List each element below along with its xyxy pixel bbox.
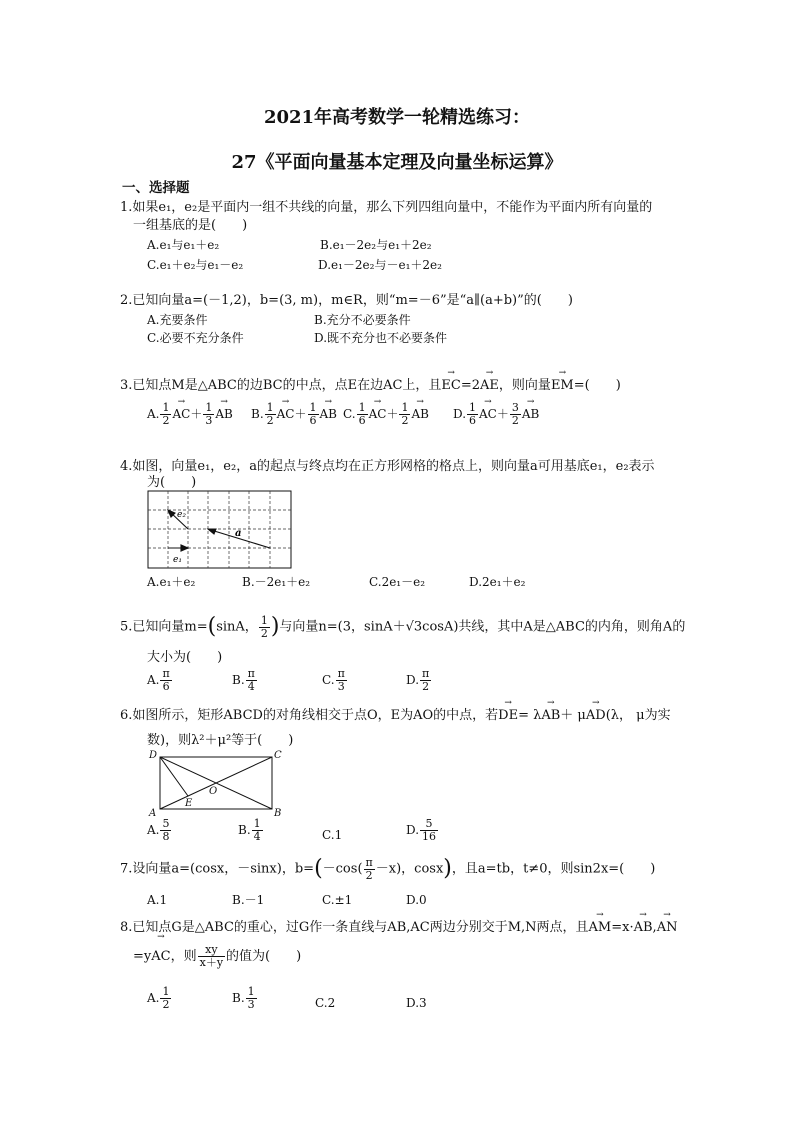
q7-stem [120,854,655,885]
denominator: 2 [162,414,170,427]
paren-left: ( [207,614,217,639]
q8-option-c: C.2 [315,996,336,1010]
fraction [246,986,257,1011]
q2-option-d: D.既不充分也不必要条件 [314,331,448,345]
grid-lines [148,491,291,568]
label-d: D [149,750,158,761]
option-label: A. [147,823,160,837]
q2-option-b: B.充分不必要条件 [314,313,411,327]
numerator: 1 [260,613,268,627]
fraction [420,668,431,693]
vector-ac: → AC [277,407,295,422]
vector-ab: → AB [541,708,560,724]
q1-option-b: B.e₁－2e₂与e₁＋2e₂ [320,238,432,252]
section-heading: 一、选择题 [122,180,190,196]
q6-option-a [147,818,172,843]
fraction [399,402,410,427]
q7-option-c: C.±1 [322,893,353,907]
q1-option-d: D.e₁－2e₂与－e₁＋2e₂ [318,258,442,272]
operator: ＋ [190,407,203,421]
q5-option-d [406,668,432,693]
q1-option-c: C.e₁＋e₂与e₁－e₂ [147,258,244,272]
denominator: 3 [205,414,213,427]
a-arrowhead [208,529,216,534]
option-label: A. [147,407,160,421]
paren-small-left: ( [357,861,363,877]
paren-left: ( [314,856,323,881]
sqrt-3: √3 [405,619,423,635]
q7-cos: －cos [322,861,358,877]
q3-stem-text3: =( ) [573,378,621,393]
q5-text: 5.已知向量m= [120,619,208,635]
denominator: 16 [422,830,437,843]
q4-option-a: A.e₁＋e₂ [147,575,196,589]
vector-ac: → AC [479,407,497,422]
denominator: 6 [358,414,366,427]
denominator: 2 [365,868,373,882]
denominator: 2 [511,414,519,427]
label-b: B [274,808,282,819]
q6-stem-line1 [120,708,671,724]
denominator: 6 [469,414,477,427]
option-label: B. [251,407,264,421]
option-label: A. [147,673,160,687]
numerator: 1 [469,401,477,414]
q7-text2: ，且a=tb，t≠0，则sin2x=( ) [451,861,656,877]
q8-text2: ，则 [170,949,197,964]
denominator: 6 [309,414,317,427]
fraction [357,402,368,427]
q4-option-d: D.2e₁＋e₂ [469,575,526,589]
q8-stem-line2 [133,942,301,972]
fraction [265,402,276,427]
q5-text3: cosA)共线，其中A是△ABC的内角，则角A的 [422,619,686,635]
numerator: π [422,667,430,680]
q5-stem-line2: 大小为( ) [147,650,223,665]
q8-option-b [232,986,258,1011]
paren-right: ) [270,614,280,639]
q4-grid-figure [147,490,293,570]
fraction [467,402,478,427]
vector-ab: → AB [320,407,337,422]
q8-option-d: D.3 [406,996,427,1010]
q8-comma: , [652,920,657,935]
numerator: 1 [401,401,409,414]
e1-arrowhead [181,545,188,551]
q4-option-b: B.－2e₁＋e₂ [242,575,311,589]
q4-stem-line2: 为( ) [147,475,197,490]
grid-border [148,491,291,568]
fraction [259,615,270,640]
q6-text2: (λ， μ为实 [605,708,671,723]
vector-de: → DE [498,708,518,724]
q8-option-a [147,986,172,1011]
option-label: B. [232,991,245,1005]
numerator: 1 [162,985,170,998]
q7-option-a: A.1 [147,893,168,907]
q5-option-a [147,668,173,693]
vector-ac: → AC [172,407,190,422]
option-label: B. [238,823,251,837]
denominator: 4 [247,680,255,693]
denominator: 3 [337,680,345,693]
q2-option-a: A.充要条件 [147,313,208,327]
vector-ab: → AB [411,407,428,422]
q1-stem-line2: 一组基底的是( ) [133,218,248,233]
vector-am: → AM [589,920,612,936]
numerator: 1 [309,401,317,414]
label-e1: e₁ [173,555,182,565]
denominator: 4 [253,830,261,843]
denominator: 3 [247,998,255,1011]
numerator: π [247,667,255,680]
q6-option-c: C.1 [322,828,343,842]
option-label: D. [406,823,420,837]
q3-eq: =2 [460,378,481,393]
q3-option-a [147,402,233,427]
fraction [308,402,319,427]
fraction [160,402,171,427]
q5-text2: 与向量n=(3，sinA＋ [279,619,406,635]
paren-right: ) [443,856,452,881]
vector-ab: → AB [215,407,232,422]
label-e2: e₂ [177,510,186,520]
denominator: 2 [401,414,409,427]
denominator: 2 [260,626,268,640]
page-title: 2021年高考数学一轮精选练习： [263,107,531,128]
fraction [510,402,521,427]
q6-stem-line2: 数)，则λ²＋μ²等于( ) [147,733,294,748]
label-o: O [209,786,218,797]
numerator: π [365,855,373,869]
q1-option-a: A.e₁与e₁＋e₂ [147,238,220,252]
label-a: A [149,808,157,819]
option-label: C. [322,673,335,687]
option-label: D. [406,673,420,687]
q8-stem-line1 [120,920,677,936]
numerator: 5 [420,818,438,831]
denominator: x＋y [199,956,224,969]
denominator: 6 [162,680,170,693]
numerator: 1 [162,401,170,414]
q8-x: =x· [611,920,634,935]
fraction [336,668,347,693]
fraction [252,818,263,843]
q8-text: 8.已知点G是△ABC的重心，过G作一条直线与AB,AC两边分别交于M,N两点，且 [120,920,589,935]
q1-stem-line1: 1.如果e₁，e₂是平面内一组不共线的向量，那么下列四组向量中，不能作为平面内所有向量的 [120,200,653,215]
q5-stem [120,612,685,643]
operator: ＋ [386,407,399,421]
q3-option-d [453,402,539,427]
vector-ac: → AC [151,942,170,972]
numerator: π [162,667,170,680]
fraction [203,402,214,427]
q7-text: 7.设向量a=(cosx，－sinx)，b= [120,861,315,877]
paren-small-right: ) [396,861,402,877]
vector-ae: → AE [480,378,499,394]
segment-de [160,757,188,796]
q8-y: =y [133,949,152,964]
q6-text: 6.如图所示，矩形ABCD的对角线相交于点O，E为AO的中点，若 [120,708,499,723]
numerator: 1 [358,401,366,414]
vector-em: → EM [551,378,574,394]
numerator: π [337,667,345,680]
numerator: 3 [511,401,519,414]
fraction [160,668,171,693]
q6-option-b [238,818,264,843]
q3-option-c [343,402,429,427]
denominator: 2 [162,998,170,1011]
operator: ＋ [294,407,307,421]
option-label: D. [453,407,467,421]
label-c: C [274,750,282,761]
q6-lambda: = λ [518,708,542,723]
vector-an: → AN [657,920,678,936]
q4-stem-line1: 4.如图，向量e₁，e₂，a的起点与终点均在正方形网格的格点上，则向量a可用基底e₁，e₂表示 [120,459,655,474]
fraction [420,818,438,843]
q7-cosx: ，cosx [401,861,444,877]
vector-ab: → AB [634,920,653,936]
q3-stem-text2: ，则向量 [498,378,551,393]
q2-stem: 2.已知向量a=(－1,2)，b=(3, m)，m∈R，则“m=－6”是“a∥(a+b)”的( ) [120,293,573,308]
vector-ac: → AC [369,407,387,422]
operator: ＋ [496,407,509,421]
numerator: 1 [253,817,261,830]
option-label: B. [232,673,245,687]
denominator: 8 [162,830,170,843]
fraction [364,857,375,882]
denominator: 2 [266,414,274,427]
fraction [198,944,225,969]
denominator: 2 [422,680,430,693]
fraction [246,668,257,693]
q2-option-c: C.必要不充分条件 [147,331,244,345]
q7-minus-x: －x [375,861,397,877]
q4-option-c: C.2e₁－e₂ [369,575,426,589]
fraction [160,986,171,1011]
vector-ec: → EC [441,378,460,394]
q5-m-a: sinA， [216,619,258,635]
q3-option-b [251,402,337,427]
label-e: E [185,798,193,809]
numerator: 1 [205,401,213,414]
q5-option-c [322,668,348,693]
q5-option-b [232,668,258,693]
numerator: 1 [266,401,274,414]
vector-ad: → AD [586,708,606,724]
fraction [160,818,171,843]
q8-text3: 的值为( ) [226,949,302,964]
q6-mu: ＋ μ [560,708,586,723]
numerator: 5 [162,817,170,830]
numerator: xy [198,944,225,957]
vector-ab: → AB [522,407,539,422]
page-subtitle: 27《平面向量基本定理及向量坐标运算》 [231,152,563,173]
label-a: a [235,528,242,539]
q7-option-d: D.0 [406,893,427,907]
numerator: 1 [247,985,255,998]
q7-option-b: B.－1 [232,893,265,907]
q3-stem [120,378,621,394]
q3-stem-text: 3.已知点M是△ABC的边BC的中点，点E在边AC上，且 [120,378,442,393]
option-label: C. [343,407,356,421]
option-label: A. [147,991,160,1005]
q6-rectangle-figure [145,748,290,820]
q6-option-d [406,818,439,843]
